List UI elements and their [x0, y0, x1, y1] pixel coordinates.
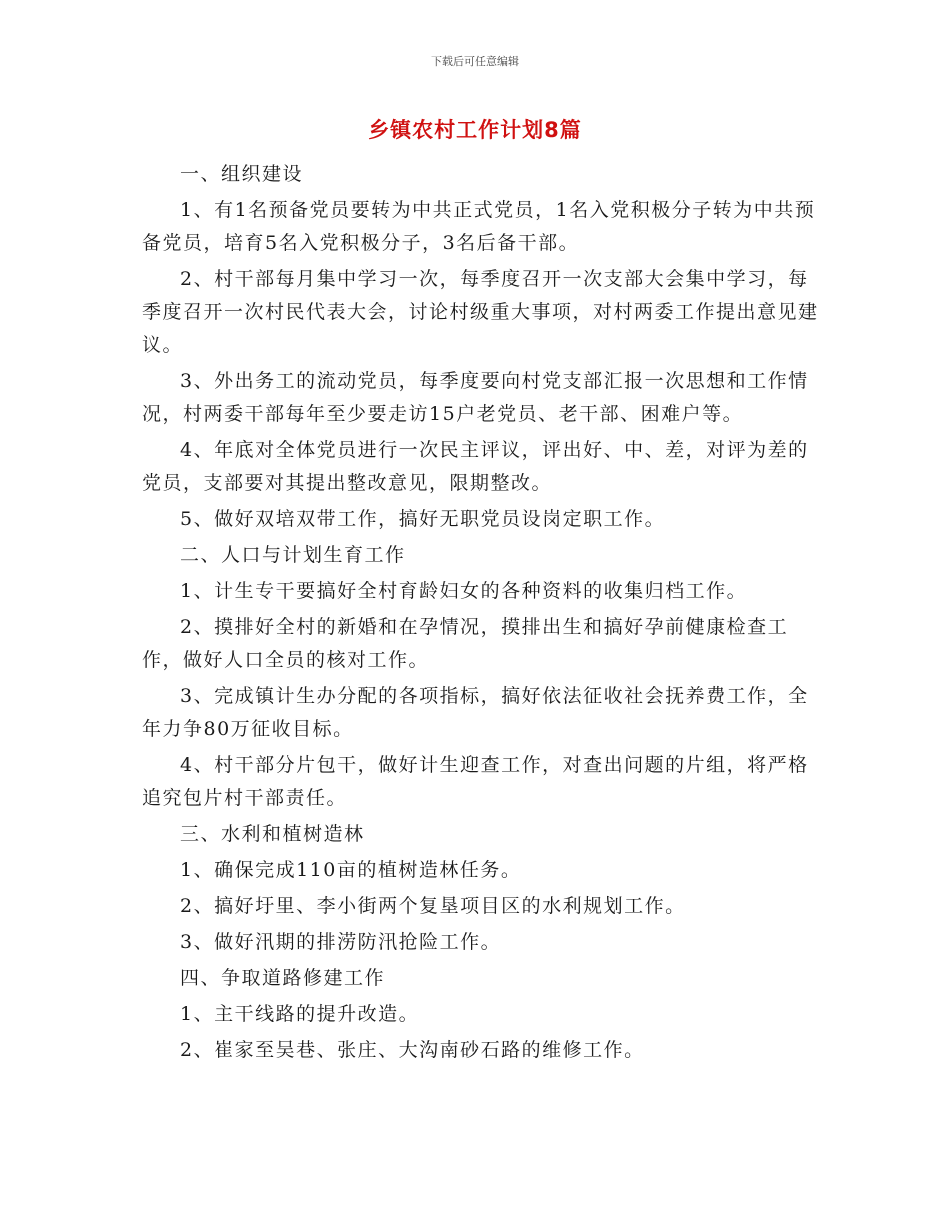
paragraph: 2、搞好圩里、李小街两个复垦项目区的水利规划工作。 [180, 895, 686, 917]
paragraph: 1、计生专干要搞好全村育龄妇女的各种资料的收集归档工作。 [180, 580, 748, 602]
paragraph: 3、做好汛期的排涝防汛抢险工作。 [180, 931, 502, 953]
paragraph-section-4: 四、争取道路修建工作 [180, 967, 386, 989]
document-body [142, 158, 822, 1070]
paragraph-section-2: 二、人口与计划生育工作 [180, 544, 406, 566]
paragraph: 2、村干部每月集中学习一次，每季度召开一次支部大会集中学习，每季度召开一次村民代表大会，讨论村级重大事项，对村两委工作提出意见建议。 [142, 268, 819, 356]
paragraph: 2、崔家至吴巷、张庄、大沟南砂石路的维修工作。 [180, 1039, 645, 1061]
paragraph: 1、确保完成110亩的植树造林任务。 [180, 859, 522, 881]
paragraph: 5、做好双培双带工作，搞好无职党员设岗定职工作。 [180, 508, 666, 530]
paragraph: 3、外出务工的流动党员，每季度要向村党支部汇报一次思想和工作情况，村两委干部每年至少要走访15户老党员、老干部、困难户等。 [142, 370, 809, 425]
paragraph-section-1: 一、组织建设 [180, 163, 304, 185]
paragraph: 4、年底对全体党员进行一次民主评议，评出好、中、差，对评为差的党员，支部要对其提出整改意见，限期整改。 [142, 439, 809, 494]
paragraph: 1、主干线路的提升改造。 [180, 1003, 420, 1025]
document-title: 乡镇农村工作计划8篇 [368, 118, 582, 142]
paragraph: 1、有1名预备党员要转为中共正式党员，1名入党积极分子转为中共预备党员，培育5名入党积极分子，3名后备干部。 [142, 199, 816, 254]
header-note: 下载后可任意编辑 [431, 55, 519, 68]
paragraph: 3、完成镇计生办分配的各项指标，搞好依法征收社会抚养费工作，全年力争80万征收目标。 [142, 685, 809, 740]
paragraph-section-3: 三、水利和植树造林 [180, 823, 365, 845]
paragraph: 4、村干部分片包干，做好计生迎查工作，对查出问题的片组，将严格追究包片村干部责任。 [142, 754, 809, 809]
paragraph: 2、摸排好全村的新婚和在孕情况，摸排出生和搞好孕前健康检查工作，做好人口全员的核对工作。 [142, 616, 789, 671]
